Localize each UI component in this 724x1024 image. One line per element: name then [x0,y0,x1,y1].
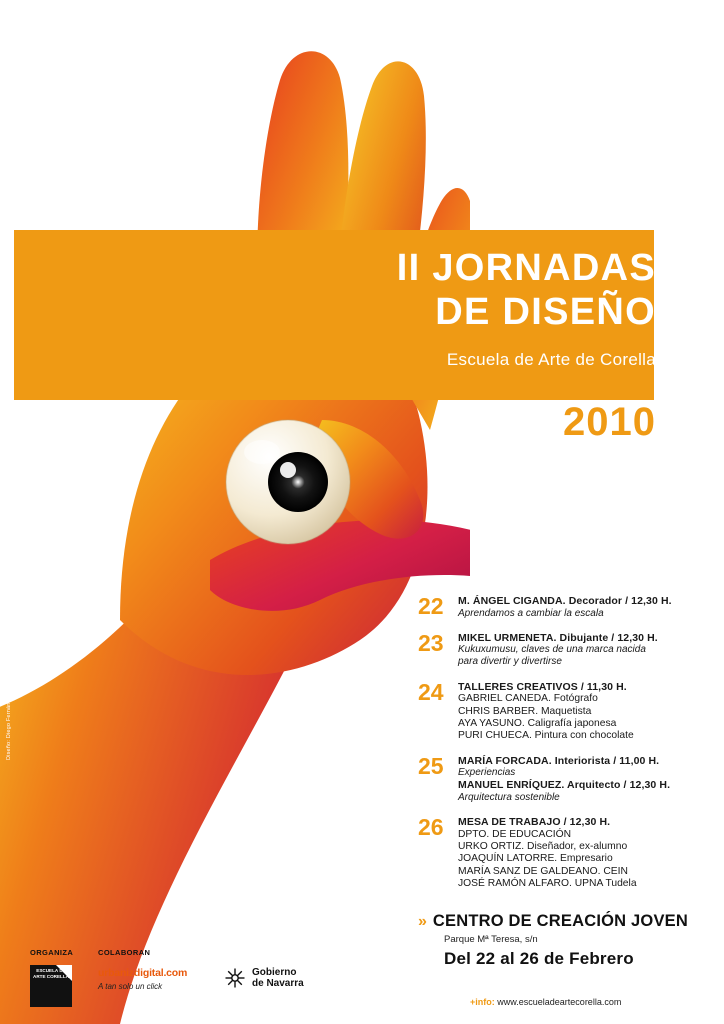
collaborator-logos [98,967,304,991]
venue-title-row [418,912,708,931]
organiza-label: ORGANIZA [30,948,74,957]
program-line: JOSÉ RAMÓN ALFARO. UPNA Tudela [458,878,637,890]
program-line: TALLERES CREATIVOS / 11,30 H. [458,680,627,693]
navarra-cadenas-icon [224,967,246,989]
program-day-number: 23 [418,629,444,656]
program-line: Experiencias [458,767,516,779]
info-prefix: +info: [470,997,495,1007]
program-list [418,595,698,903]
program-row [418,629,698,669]
banner-text-group [136,246,656,370]
logo-wedge-shape [56,965,72,981]
poster-title-line1: II JORNADAS [396,247,656,289]
program-line: DPTO. DE EDUCACIÓN [458,828,572,840]
program-line: MARÍA FORCADA. Interiorista / 11,00 H. [458,754,660,767]
program-line: MARÍA SANZ DE GALDEANO. CEIN [458,865,628,877]
program-line: Kukuxumusu, claves de una marca nacida [458,644,646,656]
program-day-number: 25 [418,752,444,779]
colaboran-label: COLABORAN [98,948,151,957]
info-line [470,997,621,1007]
program-line: Aprendamos a cambiar la escala [458,607,604,619]
chevron-double-right-icon: » [418,913,425,930]
program-row [418,678,698,743]
gobierno-line2: de Navarra [252,978,304,989]
program-entry [458,681,698,743]
gobierno-de-navarra-logo [224,967,304,989]
program-entry [458,632,698,669]
program-entry [458,595,698,620]
program-line: Arquitectura sostenible [458,791,560,803]
program-day-number: 22 [418,593,444,619]
program-line: MIKEL URMENETA. Dibujante / 12,30 H. [458,631,658,644]
urbanizdigital-logo [98,967,198,991]
urbanizdigital-tagline: A tan solo un click [98,982,163,991]
footer [30,948,390,1018]
program-line: MESA DE TRABAJO / 12,30 H. [458,816,611,829]
program-line: M. ÁNGEL CIGANDA. Decorador / 12,30 H. [458,595,672,607]
organiza-column [30,948,73,1007]
program-line: CHRIS BARBER. Maquetista [458,705,592,717]
venue-name: CENTRO DE CREACIÓN JOVEN [432,912,688,930]
escuela-de-arte-logo [30,965,72,1007]
program-line: AYA YASUNO. Caligrafía japonesa [458,717,617,729]
footer-columns [30,948,390,1018]
venue-address: Parque Mª Teresa, s/n [444,934,538,945]
program-day-number: 24 [418,678,444,705]
info-url[interactable]: www.escueladeartecorella.com [497,997,622,1007]
program-row [418,816,698,891]
gobierno-line1: Gobierno [252,967,297,978]
venue-dates: Del 22 al 26 de Febrero [444,949,634,968]
program-line: para divertir y divertirse [458,656,562,668]
program-day-number: 26 [418,814,444,841]
gobierno-text [252,967,304,989]
program-row [418,595,698,620]
poster-subtitle: Escuela de Arte de Corella [446,350,656,369]
program-line: PURI CHUECA. Pintura con chocolate [458,730,634,742]
venue-block [418,912,708,969]
program-entry [458,755,698,804]
program-line: MANUEL ENRÍQUEZ. Arquitecto / 12,30 H. [458,779,671,792]
poster-title-line2: DE DISEÑO [435,291,656,333]
photo-credit: Diseño: Diego Fernández BK / Gráfica Publicitaria [6,628,12,760]
program-line: GABRIEL CANEDA. Fotógrafo [458,693,598,705]
poster-year: 2010 [563,400,656,444]
escuela-logo-text: ESCUELA DE ARTE CORELLA [33,968,69,979]
program-row [418,752,698,804]
urbanizdigital-name: urbanizdigital.com [98,967,188,979]
program-entry [458,816,698,891]
colaboran-column [98,948,304,991]
program-line: JOAQUÍN LATORRE. Empresario [458,853,613,865]
program-line: URKO ORTIZ. Diseñador, ex-alumno [458,841,628,853]
